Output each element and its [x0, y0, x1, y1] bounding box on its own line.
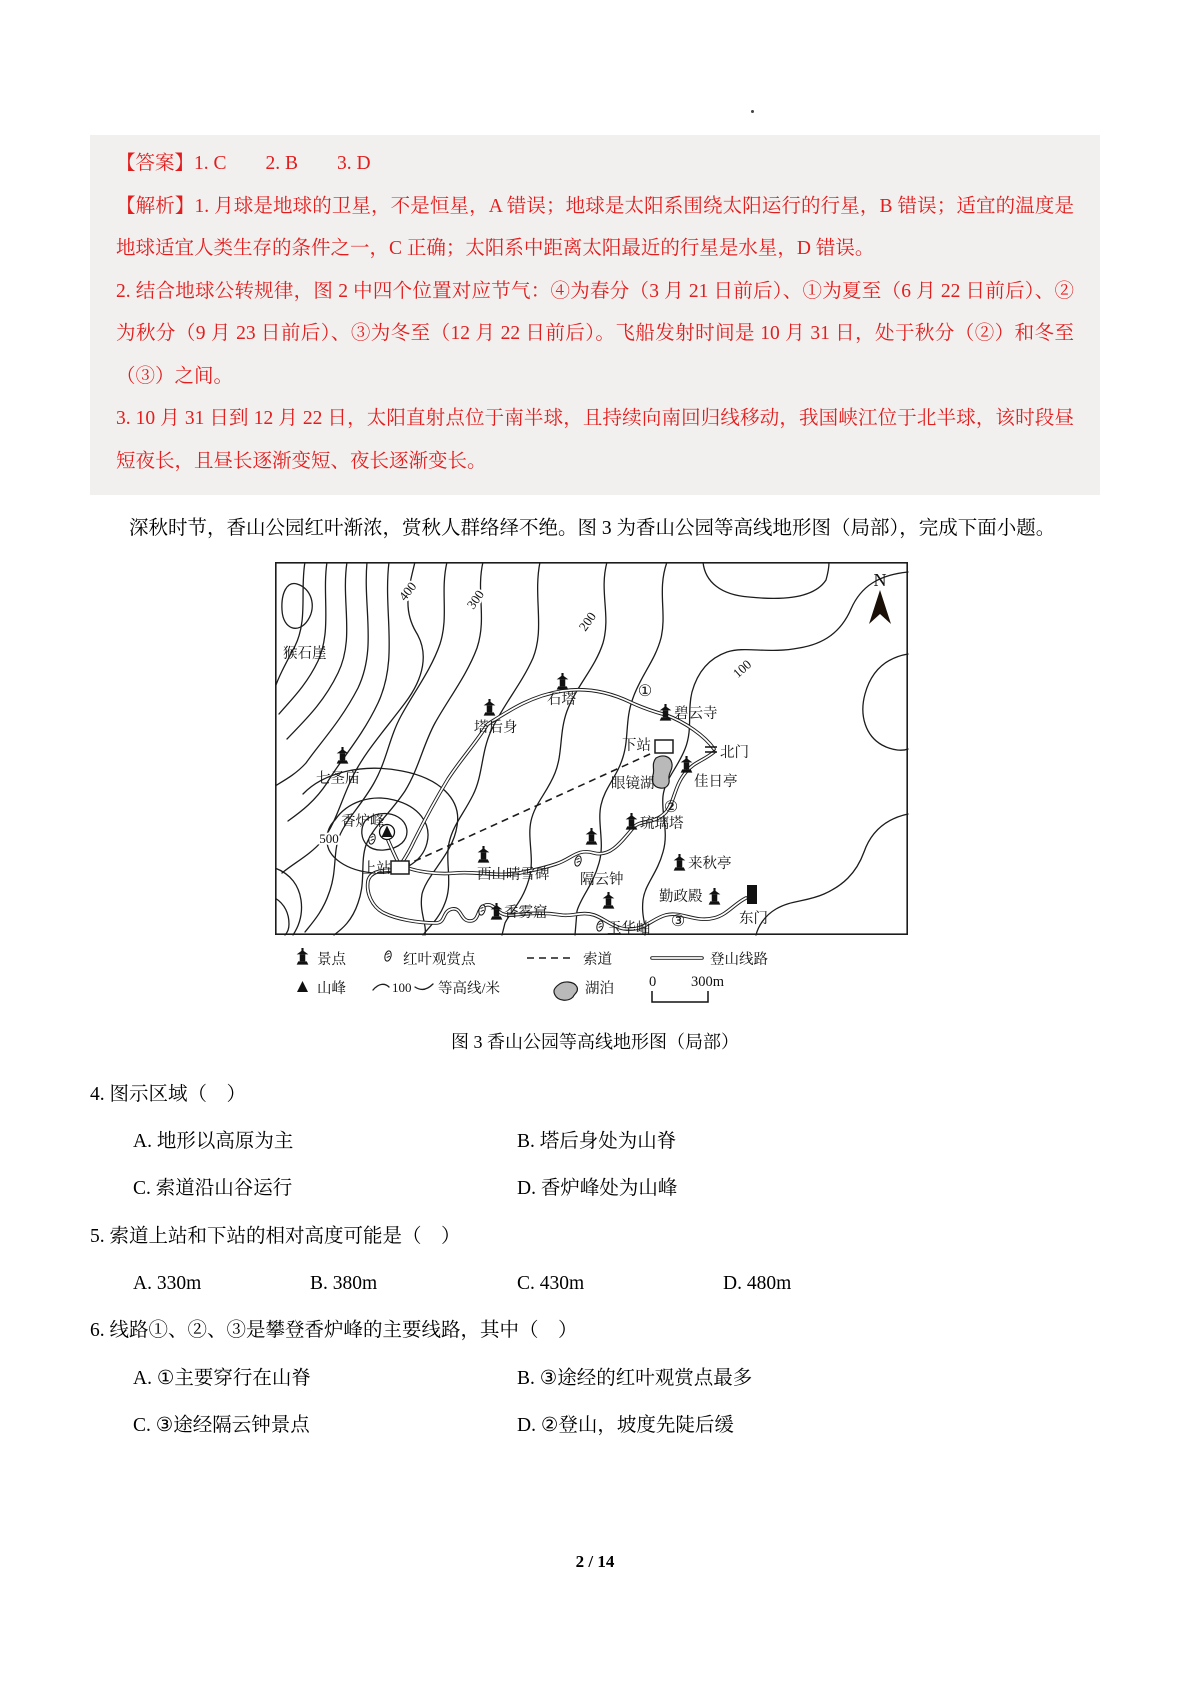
answer-label: 【答案】: [116, 153, 195, 174]
analysis-paragraph-2: 2. 结合地球公转规律，图 2 中四个位置对应节气：④为春分（3 月 21 日前后）、①为夏至（6 月 22 日前后）、②为秋分（9 月 23 日前后）、③为冬至（12 月 22 日前后）。飞船发射时间是 10 月 31 日，处于秋分（②）和冬至（③）之间。: [116, 280, 1074, 387]
legend-climbing-route-label: 登山线路: [710, 951, 768, 968]
label-qishengmiao: 七圣庙: [316, 770, 360, 787]
legend-contour-value: 100: [392, 979, 412, 995]
option-5c: C. 430m: [517, 1273, 585, 1295]
analysis-paragraph-1: [116, 186, 1074, 271]
legend-contour-squiggle-right: [415, 984, 433, 989]
option-6a: A. ①主要穿行在山脊: [133, 1367, 311, 1389]
analysis-label: 【解析】: [116, 195, 195, 217]
option-5a: A. 330m: [133, 1273, 202, 1295]
pavilion-icon-xishanqingxuebei: [478, 846, 490, 863]
question-4-stem: 4. 图示区域（ ）: [90, 1083, 247, 1105]
pavilion-icon-unnamed: [586, 828, 598, 845]
east-gate-icon: [747, 885, 757, 904]
label-qinzhengdian: 勤政殿: [659, 888, 703, 905]
option-5d: D. 480m: [723, 1273, 792, 1295]
label-yanjinghu: 眼镜湖: [611, 775, 655, 792]
option-6c: C. ③途经隔云钟景点: [133, 1415, 310, 1437]
legend-lake-label: 湖泊: [585, 980, 614, 997]
label-xiangwuku: 香雾窟: [504, 904, 548, 921]
option-5b: B. 380m: [310, 1273, 378, 1295]
red-leaf-icon-xiangwuku: [478, 904, 486, 916]
pavilion-icon-laiqiuting: [674, 854, 686, 871]
route-3-label: ③: [670, 912, 686, 930]
legend-lake-icon: [554, 982, 578, 1000]
page-number: 2 / 14: [575, 1552, 615, 1571]
label-houshiya: 猴石崖: [283, 645, 327, 662]
pavilion-icon-liulita: [626, 813, 638, 830]
label-laiqiuting: 来秋亭: [688, 855, 732, 872]
label-jiariting: 佳日亭: [694, 773, 738, 790]
pavilion-icon-jiariting: [681, 756, 693, 773]
label-shangzhan: 上站: [362, 860, 391, 877]
contour-label-500: 500: [319, 830, 339, 846]
scale-start-label: 0: [649, 973, 657, 990]
label-liulita: 琉璃塔: [640, 815, 684, 832]
label-geyunzhong: 隔云钟: [580, 871, 624, 888]
analysis-text-1: 1. 月球是地球的卫星，不是恒星，A 错误；地球是太阳系围绕太阳运行的行星，B 错误；适宜的温度是地球适宜人类生存的条件之一，C 正确；太阳系中距离太阳最近的行星是水星，D 错误。: [116, 195, 1074, 259]
question-5-options-row: [90, 1271, 1100, 1297]
answer-line: [116, 143, 1074, 186]
option-4c: C. 索道沿山谷运行: [133, 1178, 293, 1200]
questions-section: [90, 1082, 1100, 1440]
legend-peak-icon: [297, 981, 308, 992]
contour-label-400: 400: [395, 578, 420, 604]
option-6d: D. ②登山，坡度先陡后缓: [517, 1415, 734, 1437]
pavilion-icon-tahoushen: [484, 699, 496, 716]
route-1-label: ①: [637, 682, 653, 700]
contour-map-figure: [90, 562, 1100, 1054]
pavilion-icon-qinzhengdian: [709, 888, 721, 905]
question-5-stem: 5. 索道上站和下站的相对高度可能是（ ）: [90, 1225, 461, 1247]
intro-paragraph: 深秋时节，香山公园红叶渐浓，赏秋人群络绎不绝。图 3 为香山公园等高线地形图（局部），完成下面小题。: [129, 518, 1056, 539]
legend-cableway-label: 索道: [583, 951, 612, 968]
legend-contour-squiggle-left: [373, 984, 389, 990]
place-labels: [283, 645, 768, 937]
north-arrow: [869, 570, 891, 624]
north-arrow-icon: [869, 590, 891, 624]
legend-red-leaf-icon: [384, 950, 392, 962]
label-beimen: 北门: [720, 744, 749, 761]
map-legend: [297, 948, 769, 1002]
option-4b: B. 塔后身处为山脊: [517, 1131, 677, 1153]
legend-contour-label: 等高线/米: [438, 980, 501, 997]
pavilion-icon-shita: [557, 673, 569, 690]
question-4-options-row-1: [90, 1129, 1100, 1155]
question-6-stem: 6. 线路①、②、③是攀登香炉峰的主要线路，其中（ ）: [90, 1320, 578, 1342]
question-6-options-row-1: [90, 1366, 1100, 1392]
legend-peak-label: 山峰: [317, 980, 346, 997]
legend-scenic-spot-icon: [297, 948, 309, 965]
label-tahoushen: 塔后身: [474, 719, 518, 736]
label-xianglufeng: 香炉峰: [341, 813, 385, 830]
scale-bar: [652, 991, 708, 1002]
scale-end-label: 300m: [691, 973, 725, 990]
cableway-dashed-line: [404, 749, 661, 866]
option-6b: B. ③途经的红叶观赏点最多: [517, 1367, 753, 1389]
stray-dot: [751, 110, 754, 113]
contour-label-300: 300: [463, 586, 488, 612]
label-dongmen: 东门: [739, 910, 768, 927]
answer-values: 1. C 2. B 3. D: [194, 153, 371, 174]
lake-yanjinghu-shape: [652, 756, 672, 788]
analysis-paragraph-3: 3. 10 月 31 日到 12 月 22 日，太阳直射点位于南半球，且持续向南回归线移动，我国峡江位于北半球，该时段昼短夜长，且昼长逐渐变短、夜长逐渐变长。: [116, 408, 1074, 472]
question-6-options-row-2: [90, 1413, 1100, 1439]
contour-map-svg: [275, 562, 915, 1012]
contour-label-100: 100: [729, 656, 755, 681]
option-4d: D. 香炉峰处为山峰: [517, 1178, 678, 1200]
label-xishanqingxuebei: 西山晴雪碑: [477, 866, 550, 883]
figure-caption: 图 3 香山公园等高线地形图（局部）: [451, 1031, 739, 1052]
legend-red-leaf-label: 红叶观赏点: [403, 951, 476, 968]
pavilion-icon-route3: [603, 892, 615, 909]
question-4-options-row-2: [90, 1176, 1100, 1202]
label-xiazhan: 下站: [622, 737, 651, 754]
answer-analysis-block: [90, 135, 1100, 495]
route-2-label: ②: [663, 798, 679, 816]
label-yuhuaxiu: 玉华岫: [607, 920, 651, 937]
label-biyunsi: 碧云寺: [674, 705, 718, 722]
red-leaf-icon-xianglufeng: [368, 833, 376, 845]
north-label: N: [873, 569, 887, 590]
legend-scenic-spot-label: 景点: [317, 951, 346, 968]
pavilion-icon-qishengmiao: [337, 747, 349, 764]
contour-label-200: 200: [575, 608, 600, 634]
red-leaf-icon-yuhuaxiu: [596, 920, 604, 932]
option-4a: A. 地形以高原为主: [133, 1131, 294, 1153]
label-shita: 石塔: [547, 691, 576, 708]
cable-lower-station-box: [655, 740, 673, 753]
red-leaf-icon-geyunzhong: [574, 855, 582, 867]
cable-upper-station-box: [391, 861, 409, 874]
